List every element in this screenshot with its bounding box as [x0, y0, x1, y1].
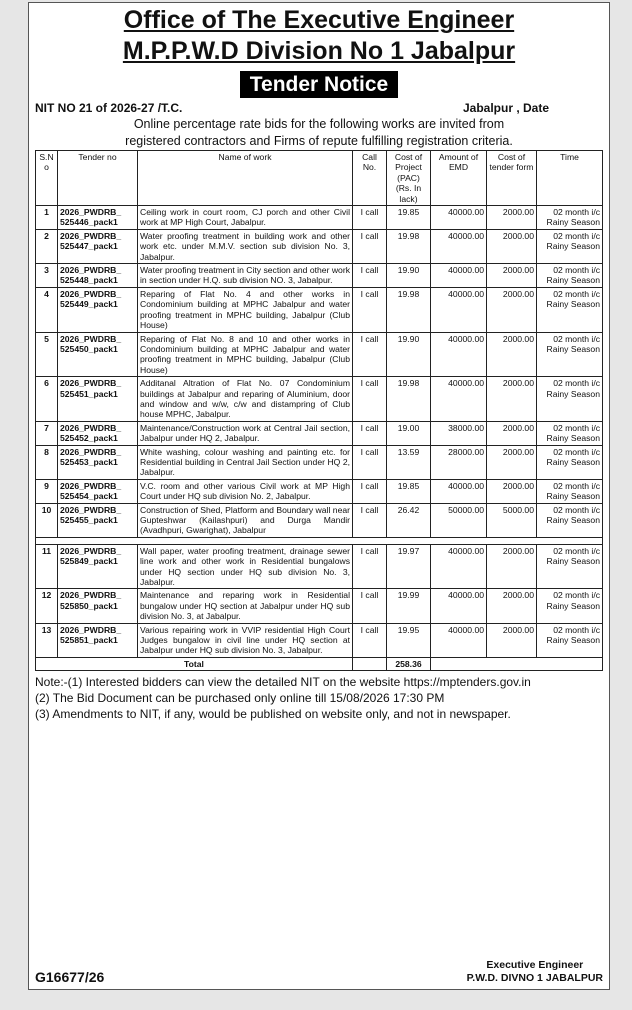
cell-name-of-work: Various repairing work in VVIP residential High Court Judges bungalow in civil line under HQ section at Jabalpur under HQ sub division No. 3, Jabalpur. [138, 623, 353, 657]
cell-tender-form: 2000.00 [487, 264, 537, 288]
cell-tender-form: 2000.00 [487, 623, 537, 657]
place-date: Jabalpur , Date [462, 101, 549, 115]
cell-sn: 5 [36, 332, 58, 377]
col-header-call-no: Call No. [353, 151, 387, 206]
cell-name-of-work: Reparing of Flat No. 8 and 10 and other works in Condominium building at MPHC Jabalpur and water proofing treatment in MPHC building, Jabalpur (Club House) [138, 332, 353, 377]
cell-name-of-work: Ceiling work in court room, CJ porch and other Civil work at MP High Court, Jabalpur. [138, 206, 353, 230]
cell-tender-form: 2000.00 [487, 229, 537, 263]
cell-time: 02 month i/c Rainy Season [537, 445, 603, 479]
cell-call-no: I call [353, 421, 387, 445]
table-row [36, 206, 603, 230]
division-title: M.P.P.W.D Division No 1 Jabalpur [122, 37, 516, 65]
cell-sn: 4 [36, 287, 58, 332]
cell-call-no: I call [353, 287, 387, 332]
cell-tender-no: 2026_PWDRB_ 525849_pack1 [58, 544, 138, 589]
cell-tender-no: 2026_PWDRB_ 525453_pack1 [58, 445, 138, 479]
cell-tender-form: 2000.00 [487, 421, 537, 445]
cell-sn: 13 [36, 623, 58, 657]
cell-tender-form: 2000.00 [487, 377, 537, 422]
cell-emd: 40000.00 [431, 589, 487, 623]
intro-line: Online percentage rate bids for the following works are invited from [133, 117, 505, 131]
cell-pac: 19.97 [387, 544, 431, 589]
cell-emd: 40000.00 [431, 264, 487, 288]
nit-number: NIT NO 21 of 2026-27 /T.C. [35, 101, 183, 115]
col-header-name-of-work: Name of work [138, 151, 353, 206]
cell-pac: 26.42 [387, 503, 431, 537]
table-row [36, 503, 603, 537]
nit-line [29, 101, 609, 116]
cell-tender-form: 2000.00 [487, 479, 537, 503]
works-table [35, 150, 603, 671]
cell-name-of-work: V.C. room and other various Civil work at MP High Court under HQ sub division No. 2, Jabalpur. [138, 479, 353, 503]
signature-office: P.W.D. DIVNO 1 JABALPUR [466, 972, 603, 984]
cell-name-of-work: Maintenance/Construction work at Central Jail section, Jabalpur under HQ 2, Jabalpur. [138, 421, 353, 445]
cell-emd: 40000.00 [431, 544, 487, 589]
total-empty-cell [353, 657, 387, 670]
table-row [36, 544, 603, 589]
cell-tender-no: 2026_PWDRB_ 525455_pack1 [58, 503, 138, 537]
cell-pac: 19.98 [387, 287, 431, 332]
cell-call-no: I call [353, 479, 387, 503]
cell-tender-form: 2000.00 [487, 287, 537, 332]
table-row [36, 332, 603, 377]
cell-tender-no: 2026_PWDRB_ 525850_pack1 [58, 589, 138, 623]
cell-name-of-work: Reparing of Flat No. 4 and other works in Condominium building at MPHC Jabalpur and water proofing treatment in MPHC building, Jabalpur (Club House) [138, 287, 353, 332]
notice-title: Tender Notice [240, 71, 398, 98]
cell-time: 02 month i/c Rainy Season [537, 589, 603, 623]
cell-time: 02 month i/c Rainy Season [537, 503, 603, 537]
table-header-row [36, 151, 603, 206]
office-title: Office of The Executive Engineer [123, 6, 515, 34]
cell-tender-form: 2000.00 [487, 332, 537, 377]
cell-time: 02 month i/c Rainy Season [537, 544, 603, 589]
cell-time: 02 month i/c Rainy Season [537, 229, 603, 263]
signature-title: Executive Engineer [486, 959, 584, 971]
cell-pac: 13.59 [387, 445, 431, 479]
cell-time: 02 month i/c Rainy Season [537, 206, 603, 230]
cell-call-no: I call [353, 503, 387, 537]
cell-name-of-work: Maintenance and reparing work in Residential bungalow under HQ section at Jabalpur under HQ sub division No. 3, at Jabalpur. [138, 589, 353, 623]
cell-tender-no: 2026_PWDRB_ 525851_pack1 [58, 623, 138, 657]
table-row [36, 479, 603, 503]
cell-tender-no: 2026_PWDRB_ 525451_pack1 [58, 377, 138, 422]
table-body [36, 206, 603, 671]
cell-emd: 40000.00 [431, 479, 487, 503]
table-row [36, 623, 603, 657]
cell-emd: 50000.00 [431, 503, 487, 537]
cell-call-no: I call [353, 544, 387, 589]
cell-pac: 19.85 [387, 479, 431, 503]
tender-notice [28, 2, 610, 990]
g-number: G16677/26 [35, 969, 105, 985]
table-row [36, 445, 603, 479]
total-empty-cell [431, 657, 603, 670]
table-row [36, 421, 603, 445]
cell-call-no: I call [353, 229, 387, 263]
cell-name-of-work: White washing, colour washing and painting etc. for Residential building in Central Jail Section under HQ 2, Jabalpur. [138, 445, 353, 479]
intro-text [29, 116, 609, 150]
cell-tender-no: 2026_PWDRB_ 525447_pack1 [58, 229, 138, 263]
col-header-pac: Cost of Project (PAC) (Rs. In lack) [387, 151, 431, 206]
intro-line: registered contractors and Firms of repute fulfilling registration criteria. [125, 134, 513, 148]
cell-tender-form: 2000.00 [487, 589, 537, 623]
table-row [36, 287, 603, 332]
cell-tender-no: 2026_PWDRB_ 525454_pack1 [58, 479, 138, 503]
cell-emd: 28000.00 [431, 445, 487, 479]
cell-sn: 10 [36, 503, 58, 537]
cell-pac: 19.98 [387, 377, 431, 422]
total-value: 258.36 [387, 657, 431, 670]
table-gap-row [36, 537, 603, 544]
cell-pac: 19.98 [387, 229, 431, 263]
cell-name-of-work: Construction of Shed, Platform and Boundary wall near Gupteshwar (Kailashpuri) and Durga Mandir (Avadhpuri, Gwarighat), Jabalpur [138, 503, 353, 537]
cell-emd: 40000.00 [431, 206, 487, 230]
cell-call-no: I call [353, 445, 387, 479]
cell-call-no: I call [353, 332, 387, 377]
cell-emd: 38000.00 [431, 421, 487, 445]
col-header-emd: Amount of EMD [431, 151, 487, 206]
cell-name-of-work: Wall paper, water proofing treatment, drainage sewer line work and other work in Residential bungalows under HQ section under HQ sub division No. 3, Jabalpur. [138, 544, 353, 589]
cell-call-no: I call [353, 589, 387, 623]
cell-time: 02 month i/c Rainy Season [537, 264, 603, 288]
cell-time: 02 month i/c Rainy Season [537, 377, 603, 422]
cell-tender-form: 5000.00 [487, 503, 537, 537]
cell-sn: 3 [36, 264, 58, 288]
cell-pac: 19.90 [387, 332, 431, 377]
cell-tender-form: 2000.00 [487, 206, 537, 230]
cell-tender-no: 2026_PWDRB_ 525449_pack1 [58, 287, 138, 332]
cell-tender-no: 2026_PWDRB_ 525450_pack1 [58, 332, 138, 377]
gap-cell [36, 537, 603, 544]
cell-emd: 40000.00 [431, 332, 487, 377]
cell-tender-no: 2026_PWDRB_ 525448_pack1 [58, 264, 138, 288]
cell-emd: 40000.00 [431, 623, 487, 657]
cell-call-no: I call [353, 377, 387, 422]
cell-pac: 19.00 [387, 421, 431, 445]
cell-tender-form: 2000.00 [487, 544, 537, 589]
col-header-time: Time [537, 151, 603, 206]
cell-name-of-work: Water proofing treatment in City section and other work in section under H.Q. sub division NO. 3, Jabalpur. [138, 264, 353, 288]
note-line: Note:-(1) Interested bidders can view the detailed NIT on the website https://mptenders.gov.in [35, 675, 531, 690]
notes [29, 674, 609, 722]
note-line: (3) Amendments to NIT, if any, would be published on website only, and not in newspaper. [35, 707, 511, 722]
cell-time: 02 month i/c Rainy Season [537, 421, 603, 445]
table-row [36, 264, 603, 288]
cell-sn: 8 [36, 445, 58, 479]
cell-tender-no: 2026_PWDRB_ 525446_pack1 [58, 206, 138, 230]
cell-tender-form: 2000.00 [487, 445, 537, 479]
cell-emd: 40000.00 [431, 287, 487, 332]
cell-sn: 11 [36, 544, 58, 589]
cell-name-of-work: Additanal Altration of Flat No. 07 Condominium buildings at Jabalpur and reparing of Aluminium, door and window and w/w, c/w and distampring of Club house MPHC, Jabalpur. [138, 377, 353, 422]
table-row [36, 377, 603, 422]
cell-sn: 2 [36, 229, 58, 263]
col-header-tender-form: Cost of tender form [487, 151, 537, 206]
cell-name-of-work: Water proofing treatment in building work and other work etc. under M.M.V. section sub division No. 3, Jabalpur. [138, 229, 353, 263]
cell-pac: 19.90 [387, 264, 431, 288]
cell-sn: 6 [36, 377, 58, 422]
cell-pac: 19.85 [387, 206, 431, 230]
cell-call-no: I call [353, 206, 387, 230]
notice-title-wrap [29, 71, 609, 98]
cell-pac: 19.99 [387, 589, 431, 623]
cell-call-no: I call [353, 623, 387, 657]
total-label: Total [36, 657, 353, 670]
cell-sn: 12 [36, 589, 58, 623]
note-line: (2) The Bid Document can be purchased only online till 15/08/2026 17:30 PM [35, 691, 445, 706]
cell-emd: 40000.00 [431, 377, 487, 422]
cell-emd: 40000.00 [431, 229, 487, 263]
cell-tender-no: 2026_PWDRB_ 525452_pack1 [58, 421, 138, 445]
cell-time: 02 month i/c Rainy Season [537, 287, 603, 332]
footer [35, 959, 603, 985]
cell-sn: 7 [36, 421, 58, 445]
signature-block [467, 959, 603, 985]
table-row [36, 589, 603, 623]
cell-pac: 19.95 [387, 623, 431, 657]
total-row [36, 657, 603, 670]
cell-time: 02 month i/c Rainy Season [537, 479, 603, 503]
col-header-tender-no: Tender no [58, 151, 138, 206]
table-row [36, 229, 603, 263]
cell-call-no: I call [353, 264, 387, 288]
cell-sn: 1 [36, 206, 58, 230]
cell-sn: 9 [36, 479, 58, 503]
cell-time: 02 month i/c Rainy Season [537, 623, 603, 657]
cell-time: 02 month i/c Rainy Season [537, 332, 603, 377]
col-header-sn: S.N o [36, 151, 58, 206]
